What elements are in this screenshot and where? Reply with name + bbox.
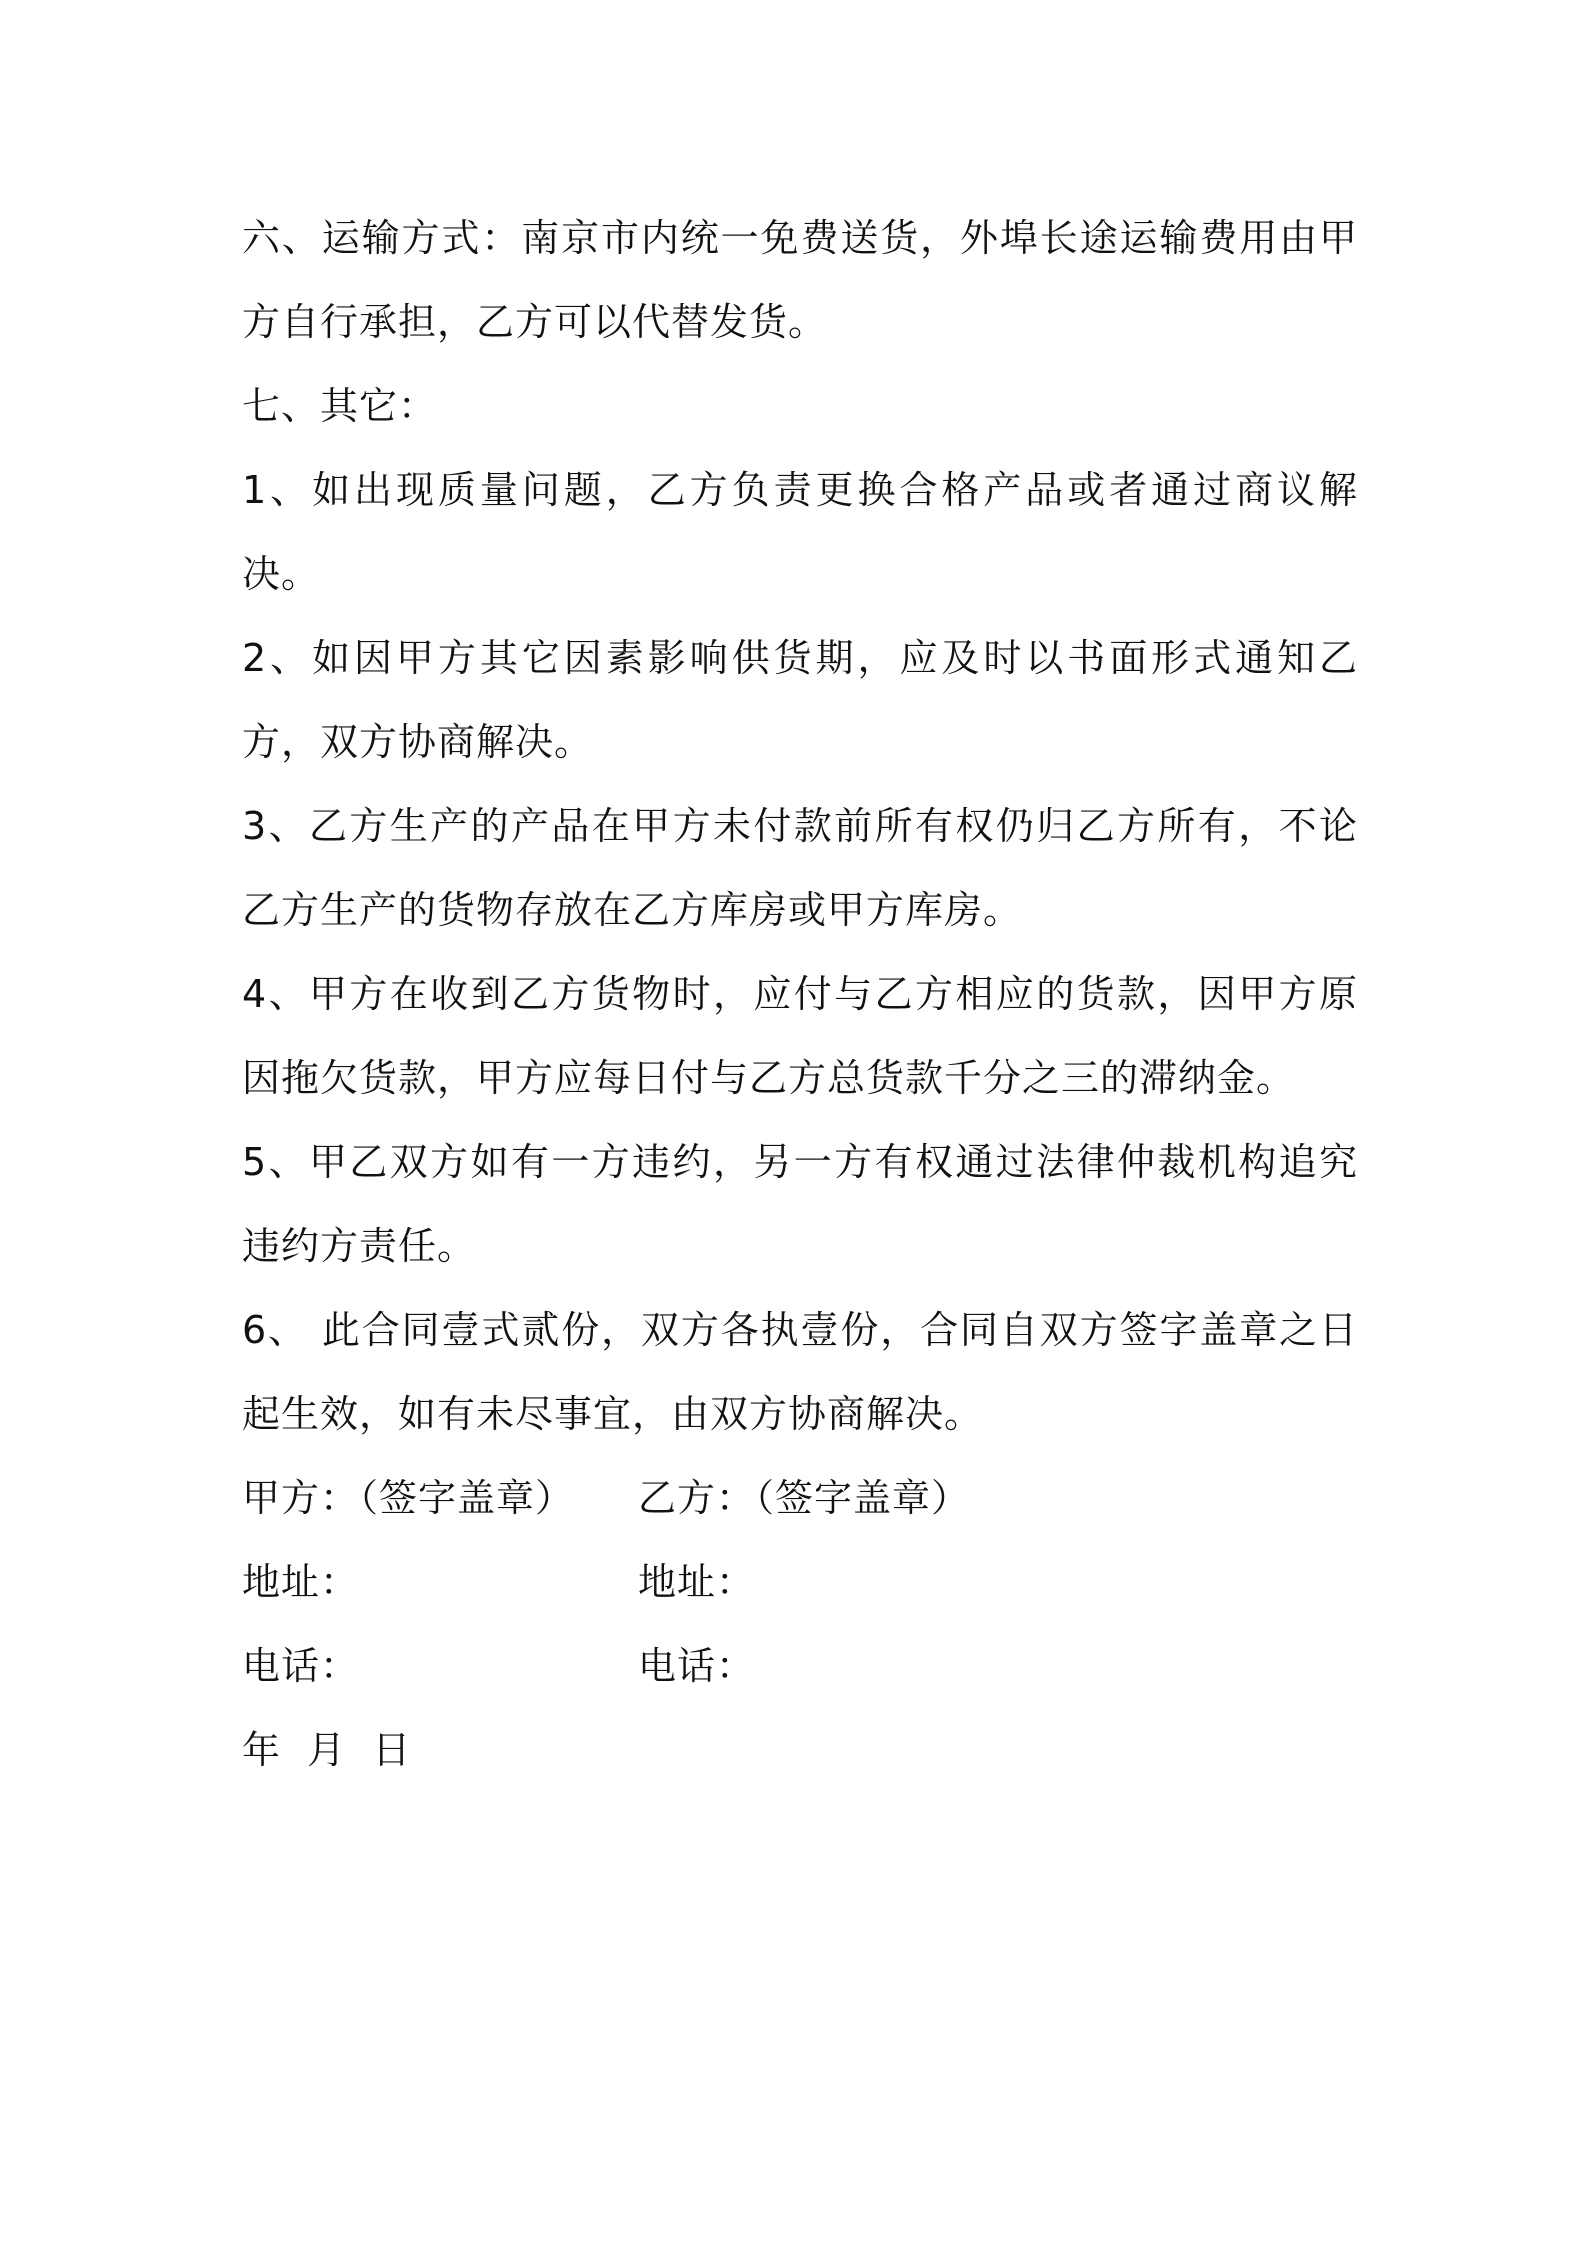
party-b-phone: 电话： — [638, 1644, 756, 1688]
party-a-phone: 电话： — [242, 1644, 360, 1688]
party-a-signature: 甲方：（签字盖章） — [242, 1476, 575, 1520]
clause-item-1: 1、如出现质量问题，乙方负责更换合格产品或者通过商议解决。 — [242, 468, 1358, 596]
party-b-signature: 乙方：（签字盖章） — [638, 1476, 971, 1520]
address-row — [242, 1540, 1358, 1624]
party-a-address: 地址： — [242, 1560, 360, 1604]
party-b-address: 地址： — [638, 1560, 756, 1604]
clause-item-3: 3、乙方生产的产品在甲方未付款前所有权仍归乙方所有，不论乙方生产的货物存放在乙方库房或甲方库房。 — [242, 804, 1358, 932]
phone-row — [242, 1624, 1358, 1708]
clause-item-5: 5、甲乙双方如有一方违约，另一方有权通过法律仲裁机构追究违约方责任。 — [242, 1140, 1358, 1268]
date-row — [242, 1708, 1358, 1792]
contract-body — [242, 196, 1358, 1792]
clause-other-heading: 七、其它： — [242, 384, 438, 428]
clause-item-4: 4、甲方在收到乙方货物时，应付与乙方相应的货款，因甲方原因拖欠货款，甲方应每日付与乙方总货款千分之三的滞纳金。 — [242, 972, 1358, 1100]
date-line: 年 月 日 — [242, 1728, 412, 1772]
clause-item-6: 6、 此合同壹式贰份，双方各执壹份，合同自双方签字盖章之日起生效，如有未尽事宜，由双方协商解决。 — [242, 1308, 1358, 1436]
signature-row — [242, 1456, 1358, 1540]
clause-item-2: 2、如因甲方其它因素影响供货期，应及时以书面形式通知乙方，双方协商解决。 — [242, 636, 1358, 764]
clause-transport: 六、运输方式：南京市内统一免费送货，外埠长途运输费用由甲方自行承担，乙方可以代替发货。 — [242, 216, 1358, 344]
